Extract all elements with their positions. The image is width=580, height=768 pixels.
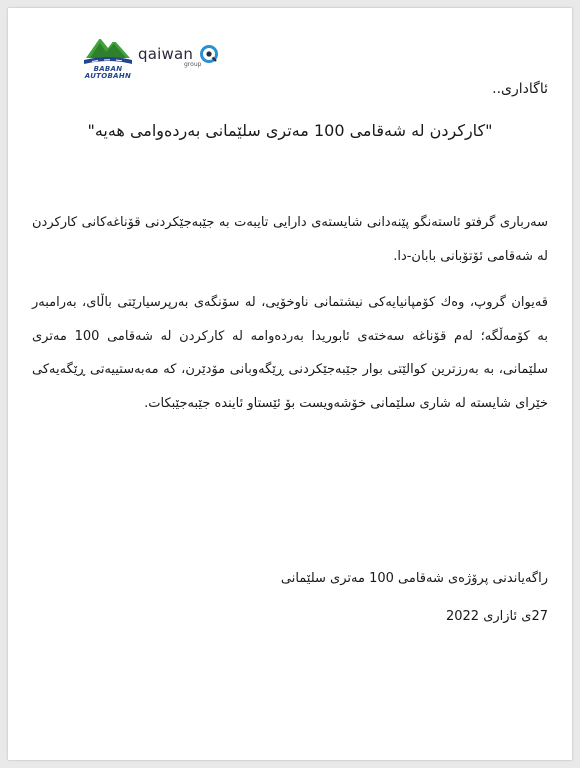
date-line: 27ی ئازاری 2022 — [445, 609, 548, 624]
signature-line: راگەیاندنی پرۆژەی شەقامی 100 مەتری سلێمانی — [280, 571, 548, 586]
paragraph-intro: سەرباری گرفتو ئاستەنگو پێنەدانی شایستەی دارایی تایبەت بە جێبەجێکردنی قۆناغەکانی کارکردن لە شەقامی ئۆتۆبانی بابان-دا. — [32, 215, 548, 264]
notice-label: ئاگاداری.. — [492, 81, 548, 97]
qaiwan-group-subtext: group — [184, 61, 202, 68]
baban-autobahn-logo — [80, 30, 136, 82]
qaiwan-group-logo — [138, 46, 238, 76]
qaiwan-swirl-icon — [200, 45, 218, 63]
page-headline: "کارکردن لە شەقامی 100 مەتری سلێمانی بەردەوامی هەیە" — [87, 121, 493, 140]
logo-area — [80, 30, 240, 86]
qaiwan-logo-text: qaiwan — [138, 45, 194, 63]
mountain-road-icon — [80, 30, 136, 66]
document-page — [8, 8, 572, 760]
baban-logo-text: BABAN — [93, 65, 123, 73]
autobahn-logo-text: AUTOBAHN — [84, 72, 132, 80]
paragraph-body: قەیوان گروپ، وەك كۆمپانیایەکی نیشتمانی ناوخۆیی، لە سۆنگەی بەرپرسیارێتی باڵای، بەرامبەر بە كۆمەڵگە؛ لەم قۆناغە سەختەی ئابوریدا بەردەوامە لە کارکردن لە شەقامی 100 مەتری سلێمانی، بە بەرزترین کوالێتی بوار جێبەجێکردنی ڕێگەوبانی مۆدێرن، کە مەبەستییەتی ڕێگەیەکی خێرای شایستە لە شاری سلێمانی خۆشەویست بۆ ئێستاو ئاینده جێبەجێبکات. — [32, 295, 548, 411]
